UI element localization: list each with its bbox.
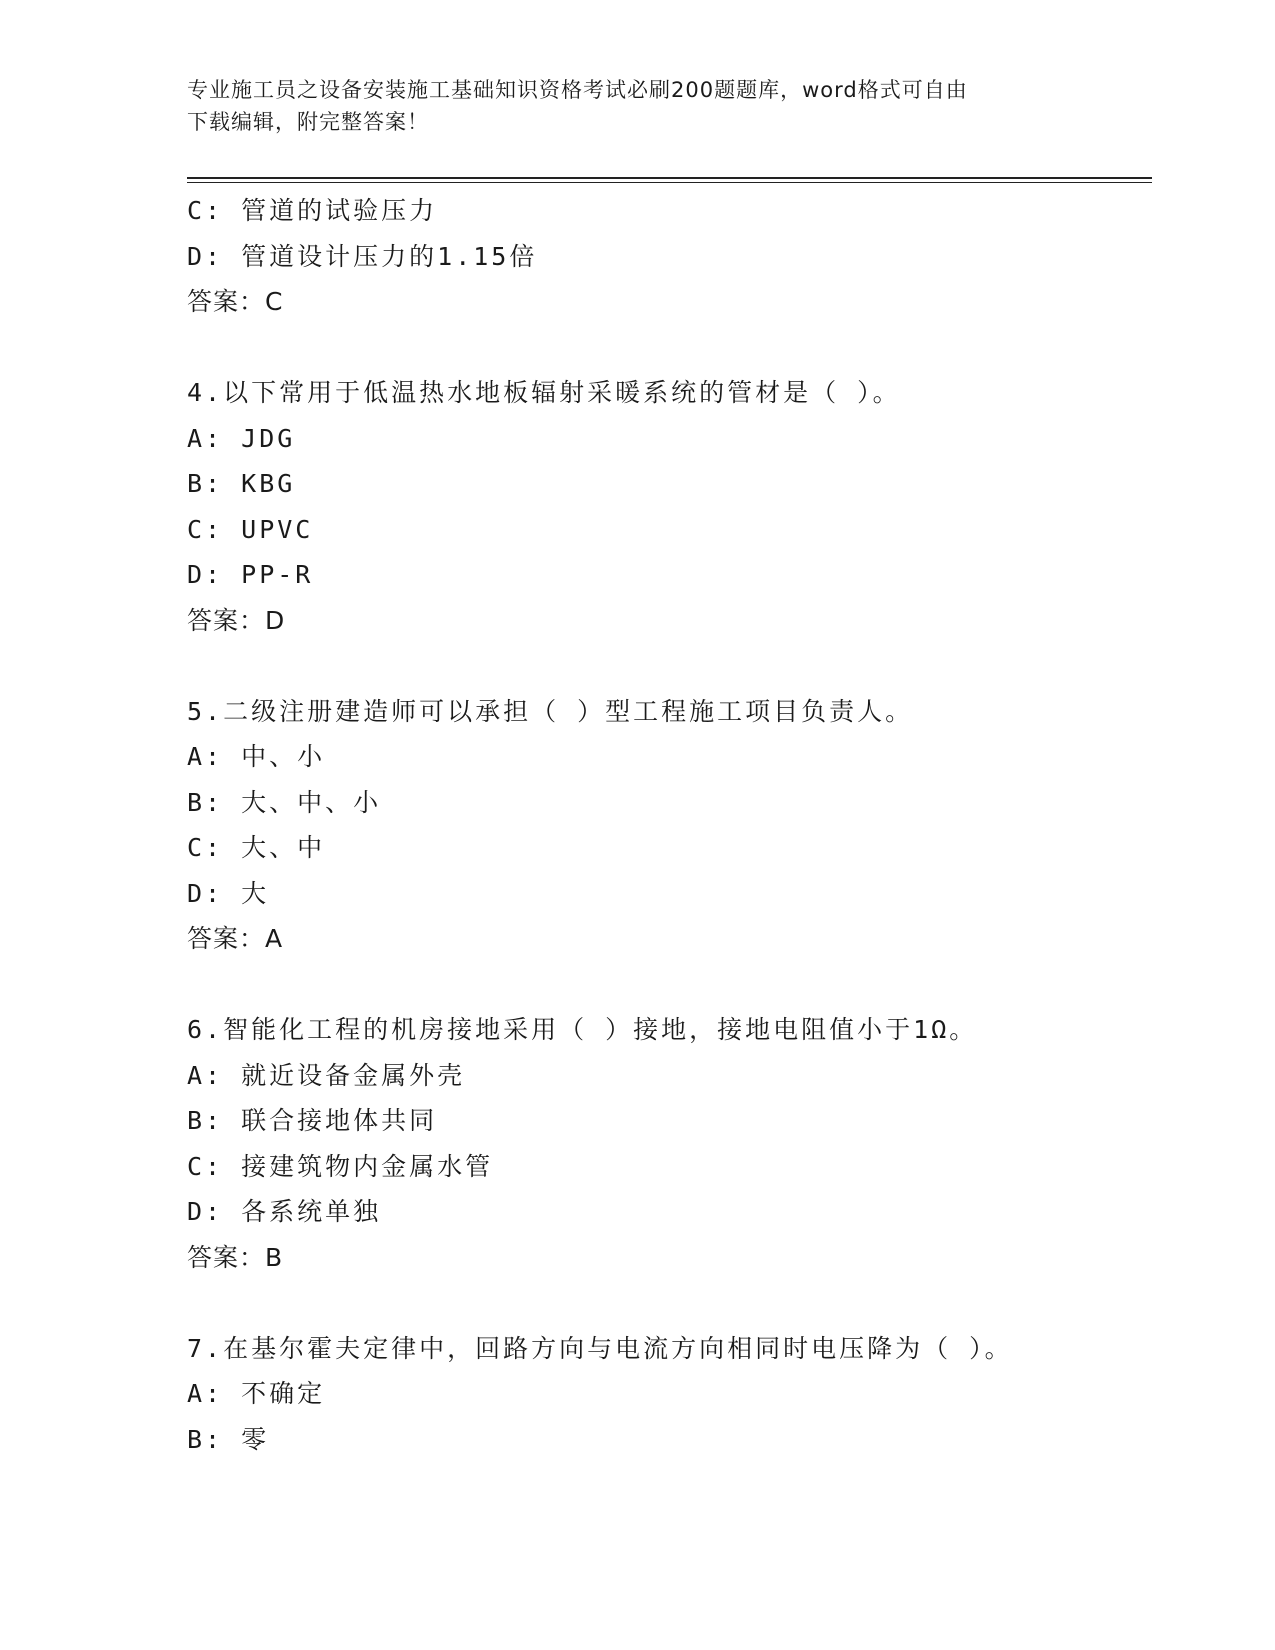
- spacer: [187, 643, 1152, 689]
- option-c: C: 大、中: [187, 833, 326, 862]
- option-b: B: 联合接地体共同: [187, 1106, 438, 1135]
- answer: 答案：D: [187, 605, 286, 635]
- answer: 答案：A: [187, 924, 284, 953]
- option-d: D: 各系统单独: [187, 1197, 382, 1226]
- answer: 答案：B: [187, 1242, 284, 1272]
- header-divider-thin: [187, 182, 1152, 183]
- option-a: A: JDG: [187, 423, 296, 453]
- option-b: B: KBG: [187, 469, 296, 498]
- option-d: D: 大: [187, 878, 270, 908]
- option-a: A: 不确定: [187, 1379, 326, 1408]
- question-text: 6.智能化工程的机房接地采用（ ）接地，接地电阻值小于1Ω。: [187, 1015, 978, 1044]
- header-title-line-1: 专业施工员之设备安装施工基础知识资格考试必刷200题题库，word格式可自由: [187, 78, 968, 102]
- option-b: B: 大、中、小: [187, 787, 382, 817]
- option-b: B: 零: [187, 1424, 270, 1454]
- option-c: C: 管道的试验压力: [187, 196, 438, 225]
- question-text: 4.以下常用于低温热水地板辐射采暖系统的管材是（ ）。: [187, 378, 901, 407]
- header-title-line-2: 下载编辑，附完整答案！: [187, 110, 429, 134]
- option-a: A: 中、小: [187, 742, 326, 771]
- document-header: [187, 74, 1067, 138]
- question-3-fragment: [187, 188, 1152, 325]
- question-4: [187, 370, 1152, 643]
- question-5: [187, 689, 1152, 962]
- spacer: [187, 1280, 1152, 1326]
- option-d: D: 管道设计压力的1.15倍: [187, 241, 538, 271]
- question-list: [187, 188, 1152, 1462]
- header-divider-thick: [187, 177, 1152, 179]
- option-c: C: UPVC: [187, 514, 314, 544]
- option-c: C: 接建筑物内金属水管: [187, 1151, 494, 1181]
- spacer: [187, 962, 1152, 1008]
- question-text: 5.二级注册建造师可以承担（ ）型工程施工项目负责人。: [187, 696, 914, 726]
- question-text: 7.在基尔霍夫定律中，回路方向与电流方向相同时电压降为（ ）。: [187, 1333, 1013, 1363]
- spacer: [187, 325, 1152, 371]
- option-a: A: 就近设备金属外壳: [187, 1060, 466, 1090]
- answer: 答案：C: [187, 287, 284, 316]
- question-6: [187, 1007, 1152, 1280]
- option-d: D: PP-R: [187, 560, 314, 589]
- question-7: [187, 1326, 1152, 1463]
